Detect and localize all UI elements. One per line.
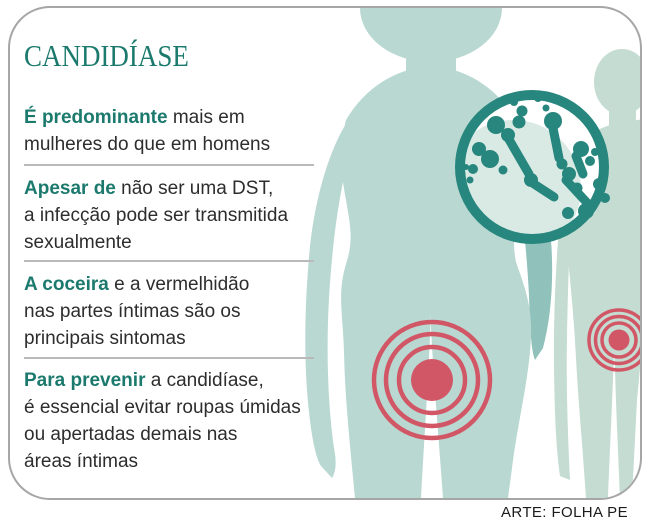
section-body: a candidíase, é essencial evitar roupas úmidas ou apertadas demais nas áreas íntimas — [24, 370, 301, 472]
section-body: e a vermelhidão nas partes íntimas são os principais sintomas — [24, 274, 250, 349]
info-section-prevention — [24, 367, 354, 475]
section-body: mais em mulheres do que em homens — [24, 107, 271, 155]
section-body: não ser uma DST, a infecção pode ser transmitida sexualmente — [24, 178, 289, 253]
section-divider — [24, 164, 314, 166]
art-credit: ARTE: FOLHA PE — [500, 504, 628, 521]
info-section-predominance — [24, 104, 354, 158]
section-lead: É predominante — [24, 107, 168, 128]
section-lead: Para prevenir — [24, 370, 146, 391]
infographic-card — [8, 6, 642, 500]
page-title: CANDIDÍASE — [24, 38, 189, 73]
section-divider — [24, 357, 314, 359]
info-section-transmission — [24, 175, 354, 256]
info-section-symptoms — [24, 271, 354, 352]
section-lead: A coceira — [24, 274, 109, 295]
section-divider — [24, 260, 314, 262]
section-lead: Apesar de — [24, 178, 116, 199]
